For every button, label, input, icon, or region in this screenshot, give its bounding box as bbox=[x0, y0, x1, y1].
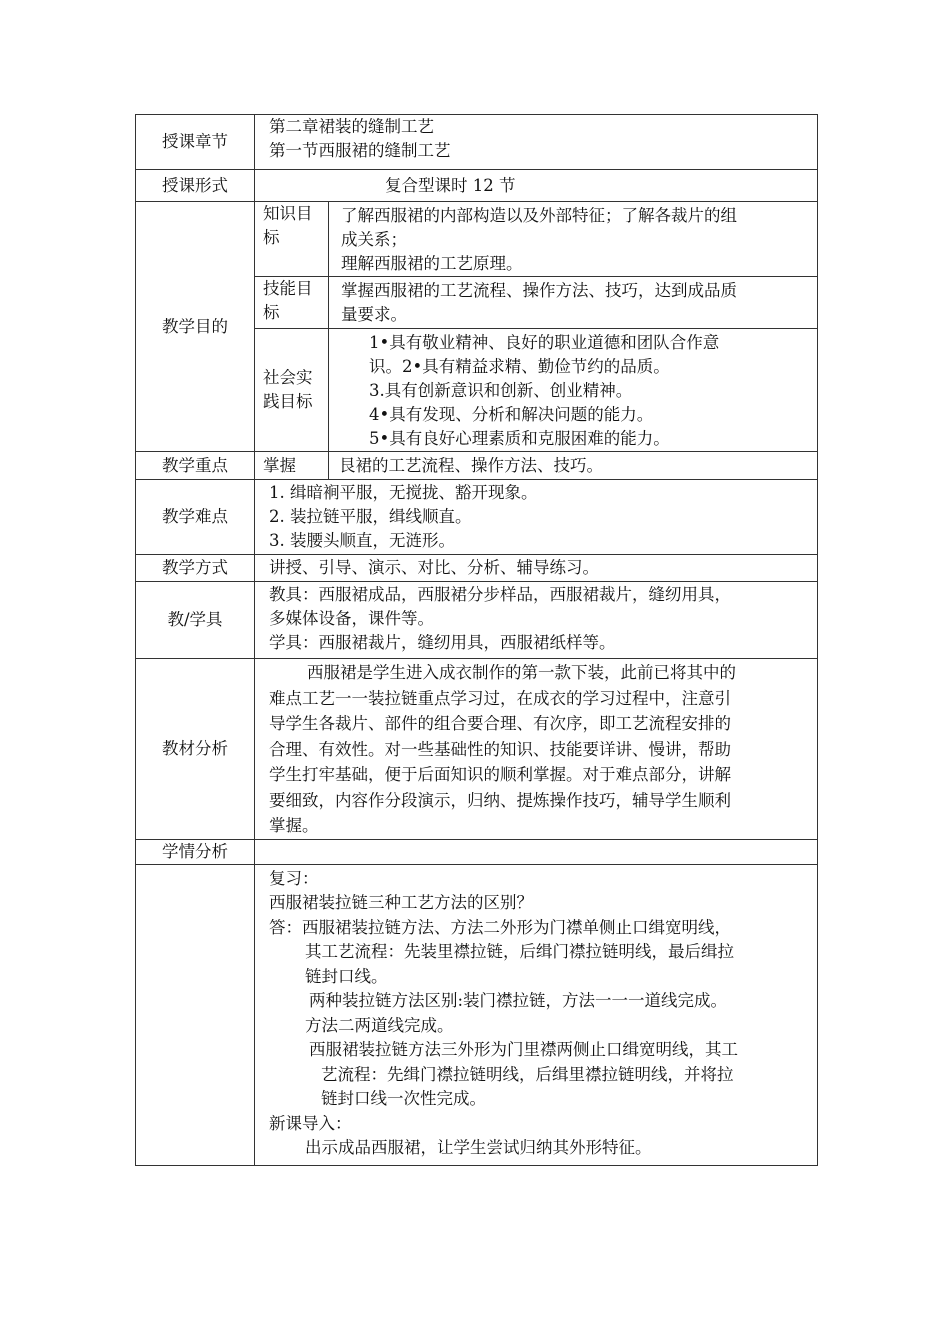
material-line: 西服裙是学生进入成衣制作的第一款下装，此前已将其中的 bbox=[307, 663, 736, 682]
material-line: 难点工艺一一装拉链重点学习过，在成衣的学习过程中，注意引 bbox=[269, 688, 731, 708]
students-value bbox=[255, 839, 818, 864]
material-line: 合理、有效性。对一些基础性的知识、技能要详讲、慢讲，帮助 bbox=[269, 739, 731, 759]
row-form bbox=[136, 170, 818, 202]
tools-line: 学具：西服裙裁片，缝纫用具，西服裙纸样等。 bbox=[269, 633, 616, 652]
answer-line: 答：西服裙装拉链方法、方法二外形为门襟单侧止口缉宽明线， bbox=[269, 917, 731, 937]
lesson-plan-table bbox=[135, 114, 818, 1166]
material-line: 学生打牢基础，便于后面知识的顺利掌握。对于难点部分，讲解 bbox=[269, 765, 731, 784]
skill-label-line1: 技能目 bbox=[263, 279, 313, 298]
row-knowledge bbox=[136, 202, 818, 277]
difficulty-item: 2. 装拉链平服，缉线顺直。 bbox=[269, 507, 472, 526]
difficulties-label: 教学难点 bbox=[136, 480, 255, 555]
answer-line: 链封口线。 bbox=[305, 966, 388, 986]
material-line: 导学生各裁片、部件的组合要合理、有次序，即工艺流程安排的 bbox=[269, 714, 731, 733]
row-tools bbox=[136, 582, 818, 659]
knowledge-label-line2: 标 bbox=[263, 228, 280, 247]
row-method bbox=[136, 555, 818, 582]
chapter-line: 第二章裙装的缝制工艺 bbox=[269, 117, 434, 136]
method-label: 教学方式 bbox=[136, 555, 255, 582]
social-value bbox=[329, 329, 818, 452]
answer-line: 方法二两道线完成。 bbox=[305, 1015, 454, 1035]
tools-value bbox=[255, 582, 818, 659]
row-difficulties bbox=[136, 480, 818, 555]
knowledge-line: 成关系； bbox=[341, 230, 407, 249]
skill-label-line2: 标 bbox=[263, 303, 280, 322]
new-lesson-title: 新课导入： bbox=[269, 1113, 352, 1133]
skill-label bbox=[255, 277, 329, 329]
row-material bbox=[136, 659, 818, 840]
row-students bbox=[136, 839, 818, 864]
skill-line: 量要求。 bbox=[341, 305, 407, 324]
social-line: 识。2•具有精益求精、勤俭节约的品质。 bbox=[369, 357, 670, 376]
material-label: 教材分析 bbox=[136, 659, 255, 840]
tools-line: 多媒体设备，课件等。 bbox=[269, 609, 434, 628]
answer-line: 西服裙装拉链方法三外形为门里襟两侧止口缉宽明线，其工 bbox=[309, 1040, 738, 1059]
objectives-label: 教学目的 bbox=[136, 202, 255, 452]
social-line: 5•具有良好心理素质和克服困难的能力。 bbox=[369, 429, 670, 448]
chapter-value bbox=[255, 115, 818, 170]
answer-line: 艺流程：先缉门襟拉链明线，后缉里襟拉链明线，并将拉 bbox=[321, 1064, 734, 1084]
material-line: 掌握。 bbox=[269, 816, 319, 835]
knowledge-line: 理解西服裙的工艺原理。 bbox=[341, 254, 523, 273]
difficulties-value bbox=[255, 480, 818, 555]
social-label-line2: 践目标 bbox=[263, 392, 313, 411]
row-chapter bbox=[136, 115, 818, 170]
form-value: 复合型课时 12 节 bbox=[255, 170, 818, 202]
social-label bbox=[255, 329, 329, 452]
answer-line: 其工艺流程：先装里襟拉链，后缉门襟拉链明线，最后缉拉 bbox=[305, 942, 734, 961]
review-title: 复习： bbox=[269, 868, 319, 888]
social-line: 1•具有敬业精神、良好的职业道德和团队合作意 bbox=[369, 333, 720, 352]
new-lesson-line: 出示成品西服裙，让学生尝试归纳其外形特征。 bbox=[305, 1138, 652, 1157]
review-question: 西服裙装拉链三种工艺方法的区别？ bbox=[269, 893, 533, 912]
social-line: 4•具有发现、分析和解决问题的能力。 bbox=[369, 405, 654, 424]
skill-line: 掌握西服裙的工艺流程、操作方法、技巧，达到成品质 bbox=[341, 281, 737, 300]
social-label-line1: 社会实 bbox=[263, 368, 313, 387]
key-points-sub: 掌握 bbox=[255, 452, 329, 480]
tools-label: 教/学具 bbox=[136, 582, 255, 659]
row-key-points bbox=[136, 452, 818, 480]
section-line: 第一节西服裙的缝制工艺 bbox=[269, 141, 451, 160]
material-line: 要细致，内容作分段演示，归纳、提炼操作技巧，辅导学生顺利 bbox=[269, 790, 731, 810]
row-process bbox=[136, 864, 818, 1165]
difficulty-item: 3. 装腰头顺直，无涟形。 bbox=[269, 531, 455, 550]
material-value bbox=[255, 659, 818, 840]
lesson-plan-document bbox=[135, 114, 817, 1166]
process-label-cell bbox=[136, 864, 255, 1165]
knowledge-label bbox=[255, 202, 329, 277]
skill-value bbox=[329, 277, 818, 329]
knowledge-value bbox=[329, 202, 818, 277]
key-points-value: 艮裙的工艺流程、操作方法、技巧。 bbox=[329, 452, 818, 480]
difficulty-item: 1. 缉暗裥平服，无搅拢、豁开现象。 bbox=[269, 483, 538, 502]
method-value: 讲授、引导、演示、对比、分析、辅导练习。 bbox=[255, 555, 818, 582]
answer-line: 两种装拉链方法区别:装门襟拉链，方法一一一道线完成。 bbox=[309, 991, 728, 1010]
social-line: 3.具有创新意识和创新、创业精神。 bbox=[369, 381, 633, 400]
process-value bbox=[255, 864, 818, 1165]
tools-line: 教具：西服裙成品，西服裙分步样品，西服裙裁片，缝纫用具， bbox=[269, 585, 731, 604]
knowledge-line: 了解西服裙的内部构造以及外部特征；了解各裁片的组 bbox=[341, 206, 737, 225]
form-label: 授课形式 bbox=[136, 170, 255, 202]
key-points-label: 教学重点 bbox=[136, 452, 255, 480]
answer-line: 链封口线一次性完成。 bbox=[321, 1089, 486, 1108]
students-label: 学情分析 bbox=[136, 839, 255, 864]
knowledge-label-line1: 知识目 bbox=[263, 204, 313, 223]
chapter-label: 授课章节 bbox=[136, 115, 255, 170]
